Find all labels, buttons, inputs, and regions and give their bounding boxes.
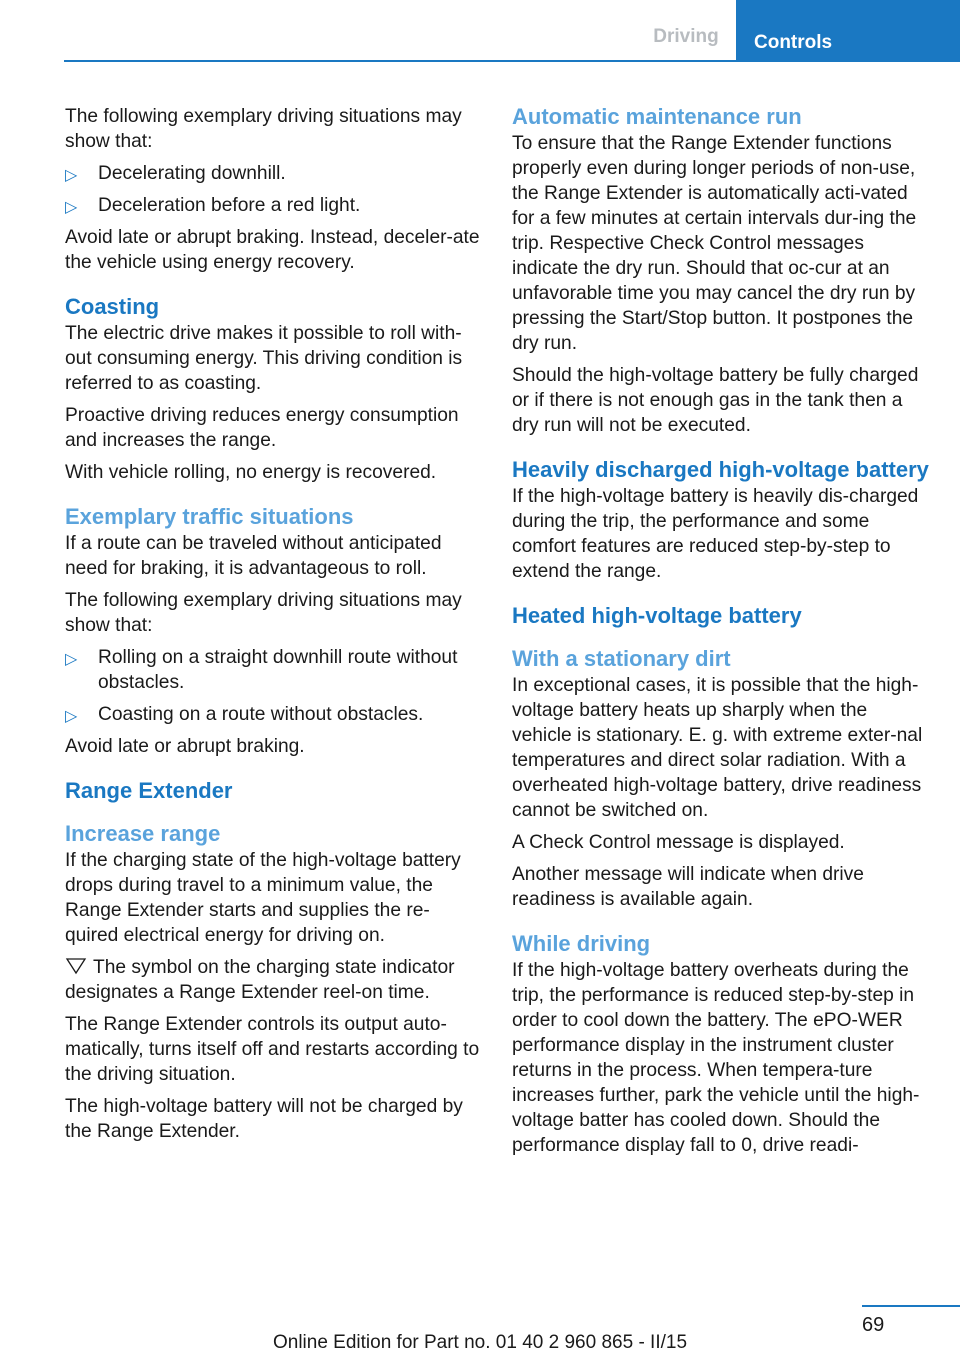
heading-while-driving: While driving (512, 931, 651, 956)
chapter-tab-controls: Controls (736, 0, 960, 62)
stationary-paragraph-2: A Check Control message is displayed. (512, 832, 845, 853)
traffic-paragraph-3: Avoid late or abrupt braking. (65, 736, 305, 757)
maintenance-paragraph-2: Should the high-voltage battery be fully charged or if there is not enough gas in the tank then a dry run will not be executed. (512, 365, 919, 436)
intro-paragraph: The following exemplary driving situations may show that: (65, 106, 462, 152)
triangle-right-icon: ▷ (65, 651, 78, 668)
heading-exemplary-traffic: Exemplary traffic situations (65, 504, 354, 529)
left-column (65, 104, 483, 1151)
page-number: 69 (862, 1314, 885, 1336)
stationary-paragraph-1: In exceptional cases, it is possible that the high-voltage battery heats up sharply when the vehicle is stationary. E. g. with extreme exter-nal temperatures and direct solar radiation. With a overheated high-voltage battery, drive readiness cannot be switched on. (512, 675, 923, 821)
list-item-text: Coasting on a route without obstacles. (98, 704, 424, 725)
maintenance-paragraph-1: To ensure that the Range Extender functions properly even during longer periods of non-use, the Range Extender is automatically acti-vated for a few minutes at certain intervals dur-ing the trip. Respective Check Control messages indicate the dry run. Should that oc-cur at an unfavorable time you may cancel the dry run by pressing the Start/Stop button. It postpones the dry run. (512, 133, 917, 354)
coasting-paragraph-3: With vehicle rolling, no energy is recovered. (65, 462, 437, 483)
traffic-paragraph-2: The following exemplary driving situations may show that: (65, 590, 462, 636)
section-tab-driving: Driving (653, 26, 719, 47)
footer-edition: Online Edition for Part no. 01 40 2 960 865 - II/15 (272, 1332, 688, 1353)
braking-paragraph: Avoid late or abrupt braking. Instead, deceler-ate the vehicle using energy recovery. (65, 227, 480, 273)
list-item-text: Decelerating downhill. (98, 163, 286, 184)
page-header (0, 0, 960, 62)
heading-coasting: Coasting (65, 294, 160, 319)
triangle-down-outline-icon (65, 957, 87, 975)
heading-automatic-maintenance: Automatic maintenance run (512, 104, 802, 129)
discharged-paragraph: If the high-voltage battery is heavily dis-charged during the trip, the performance and some comfort features are reduced step-by-step to extend the range. (512, 486, 919, 582)
coasting-paragraph-1: The electric drive makes it possible to roll with-out consuming energy. This driving condition is referred to as coasting. (65, 323, 463, 394)
heading-stationary: With a stationary dirt (512, 646, 731, 671)
list-item-text: Rolling on a straight downhill route without obstacles. (98, 647, 458, 693)
triangle-right-icon: ▷ (65, 199, 78, 216)
heading-increase-range: Increase range (65, 821, 221, 846)
increase-paragraph-3: The Range Extender controls its output auto-matically, turns itself off and restarts according to the driving situation. (65, 1014, 480, 1085)
heading-heated-battery: Heated high-voltage battery (512, 603, 802, 628)
list-item (65, 645, 483, 695)
heading-range-extender: Range Extender (65, 778, 233, 803)
increase-paragraph-2-text: The symbol on the charging state indicator designates a Range Extender reel-on time. (65, 957, 455, 1003)
increase-paragraph-4: The high-voltage battery will not be charged by the Range Extender. (65, 1096, 463, 1142)
list-item (65, 193, 483, 218)
right-column (512, 104, 930, 1165)
coasting-paragraph-2: Proactive driving reduces energy consumption and increases the range. (65, 405, 459, 451)
increase-paragraph-1: If the charging state of the high-voltage battery drops during travel to a minimum value, the Range Extender starts and supplies the re-quired electrical energy for driving on. (65, 850, 461, 946)
heading-heavily-discharged: Heavily discharged high-voltage battery (512, 457, 929, 482)
triangle-right-icon: ▷ (65, 708, 78, 725)
bullet-list-traffic (65, 645, 483, 727)
header-rule (64, 60, 736, 62)
list-item (65, 161, 483, 186)
list-item-text: Deceleration before a red light. (98, 195, 361, 216)
list-item (65, 702, 483, 727)
bullet-list-situations (65, 161, 483, 218)
stationary-paragraph-3: Another message will indicate when drive readiness is available again. (512, 864, 864, 910)
triangle-right-icon: ▷ (65, 167, 78, 184)
traffic-paragraph-1: If a route can be traveled without anticipated need for braking, it is advantageous to roll. (65, 533, 442, 579)
driving-paragraph: If the high-voltage battery overheats during the trip, the performance is reduced step-by-step in order to cool down the battery. The ePO-WER performance display in the instrument cluster returns in the process. When tempera-ture increases further, park the vehicle until the high-voltage batter has cooled down. Should the performance display fall to 0, drive readi- (512, 960, 920, 1156)
increase-paragraph-2 (65, 955, 483, 1005)
footer-rule (862, 1305, 960, 1307)
